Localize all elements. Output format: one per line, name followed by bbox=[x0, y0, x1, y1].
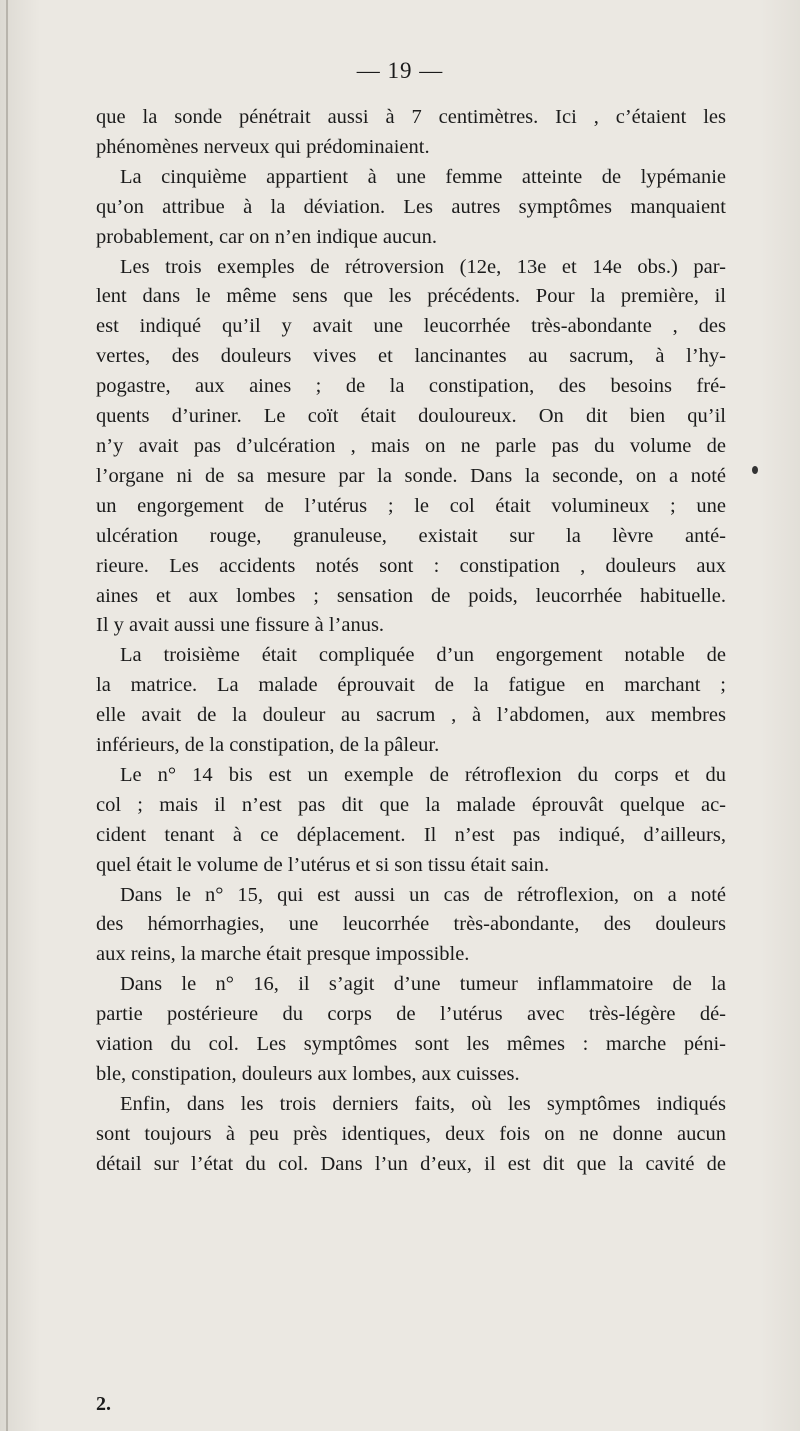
text-line: la matrice. La malade éprouvait de la fatigue en marchant ; bbox=[96, 674, 726, 697]
text-line: Les trois exemples de rétroversion (12e, 13e et 14e obs.) par- bbox=[120, 255, 726, 278]
signature-mark: 2. bbox=[96, 1393, 111, 1415]
page-number: — 19 — bbox=[356, 58, 444, 83]
body-text bbox=[96, 103, 726, 1180]
text-line: quel était le volume de l’utérus et si son tissu était sain. bbox=[96, 853, 550, 876]
text-line: viation du col. Les symptômes sont les mêmes : marche péni- bbox=[96, 1033, 726, 1056]
text-line: phénomènes nerveux qui prédominaient. bbox=[96, 135, 430, 158]
text-line: elle avait de la douleur au sacrum , à l’abdomen, aux membres bbox=[96, 704, 726, 727]
text-line: ble, constipation, douleurs aux lombes, aux cuisses. bbox=[96, 1063, 520, 1085]
text-line: La troisième était compliquée d’un engorgement notable de bbox=[120, 644, 726, 667]
text-line: partie postérieure du corps de l’utérus avec très-légère dé- bbox=[96, 1003, 726, 1026]
text-line: ulcération rouge, granuleuse, existait sur la lèvre anté- bbox=[96, 524, 726, 547]
text-line: col ; mais il n’est pas dit que la malade éprouvât quelque ac- bbox=[96, 793, 726, 816]
text-line: inférieurs, de la constipation, de la pâleur. bbox=[96, 734, 440, 757]
text-line: l’organe ni de sa mesure par la sonde. Dans la seconde, on a noté bbox=[96, 464, 726, 487]
text-line: pogastre, aux aines ; de la constipation, des besoins fré- bbox=[96, 375, 726, 398]
text-line: La cinquième appartient à une femme atteinte de lypémanie bbox=[120, 165, 726, 188]
text-line: détail sur l’état du col. Dans l’un d’eux, il est dit que la cavité de bbox=[96, 1152, 726, 1175]
text-line: vertes, des douleurs vives et lancinantes au sacrum, à l’hy- bbox=[96, 345, 726, 368]
text-line: quents d’uriner. Le coït était douloureux. On dit bien qu’il bbox=[96, 405, 726, 428]
text-line: aux reins, la marche était presque impossible. bbox=[96, 943, 470, 966]
page-edge-rule bbox=[6, 0, 8, 1431]
text-line: probablement, car on n’en indique aucun. bbox=[96, 225, 437, 248]
text-line: des hémorrhagies, une leucorrhée très-abondante, des douleurs bbox=[96, 913, 726, 936]
text-line: un engorgement de l’utérus ; le col était volumineux ; une bbox=[96, 494, 726, 517]
text-line: Le n° 14 bis est un exemple de rétroflexion du corps et du bbox=[120, 763, 726, 786]
text-line: cident tenant à ce déplacement. Il n’est pas indiqué, d’ailleurs, bbox=[96, 823, 726, 846]
text-line: n’y avait pas d’ulcération , mais on ne parle pas du volume de bbox=[96, 434, 726, 457]
text-line: est indiqué qu’il y avait une leucorrhée très-abondante , des bbox=[96, 315, 726, 338]
text-line: Dans le n° 16, il s’agit d’une tumeur inflammatoire de la bbox=[120, 973, 726, 996]
text-line: sont toujours à peu près identiques, deux fois on ne donne aucun bbox=[96, 1122, 726, 1145]
text-line: aines et aux lombes ; sensation de poids, leucorrhée habituelle. bbox=[96, 584, 726, 607]
margin-ink-mark bbox=[752, 466, 758, 474]
text-line: que la sonde pénétrait aussi à 7 centimètres. Ici , c’étaient les bbox=[96, 106, 726, 128]
text-line: qu’on attribue à la déviation. Les autres symptômes manquaient bbox=[96, 195, 726, 218]
text-line: Enfin, dans les trois derniers faits, où les symptômes indiqués bbox=[120, 1092, 726, 1115]
text-line: rieure. Les accidents notés sont : constipation , douleurs aux bbox=[96, 554, 726, 577]
text-line: Dans le n° 15, qui est aussi un cas de rétroflexion, on a noté bbox=[120, 883, 726, 906]
text-line: Il y avait aussi une fissure à l’anus. bbox=[96, 614, 385, 637]
text-line: lent dans le même sens que les précédents. Pour la première, il bbox=[96, 285, 726, 308]
